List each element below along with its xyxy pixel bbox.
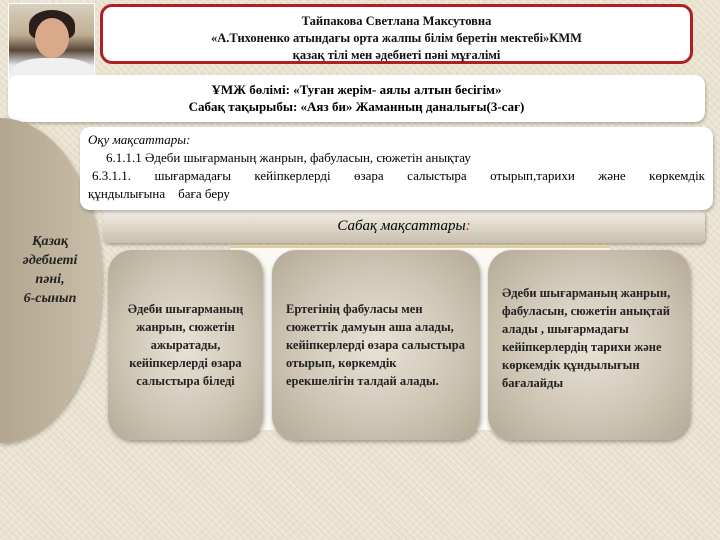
subject-line: әдебиеті (22, 253, 78, 268)
learning-goal-cont: құндылығына баға беру (88, 186, 230, 201)
learning-goals-box (80, 127, 713, 210)
goal-card (272, 250, 480, 440)
goal-card-text: Әдеби шығарманың жанрын, сюжетін ажыратады, кейіпкерлерді өзара салыстыра біледі (127, 302, 244, 388)
subject-line: Қазақ (31, 234, 69, 249)
teacher-photo (8, 3, 95, 82)
lesson-goals-title: Сабақ мақсаттары (337, 218, 466, 234)
lesson-goals-header (103, 210, 705, 243)
subject-line: пәні, (35, 272, 65, 287)
lesson-title: Сабақ тақырыбы: «Аяз би» Жаманның даналығы(3-сағ) (188, 99, 525, 114)
topic-box (8, 75, 705, 122)
learning-goal: 6.1.1.1 Әдеби шығарманың жанрын, фабуласын, сюжетін анықтау (106, 150, 471, 165)
goal-card (108, 250, 263, 440)
author-position: қазақ тілі мен әдебиеті пәні мұғалімі (292, 48, 501, 62)
learning-goals-title: Оқу мақсаттары: (88, 132, 191, 147)
learning-goal: 6.3.1.1. шығармадағы кейіпкерлерді өзара салыстыра отырып,тарихи және көркемдік (92, 168, 705, 183)
section-title: ҰМЖ бөлімі: «Туған жерім- аялы алтын бесігім» (211, 82, 502, 97)
lesson-goals-colon: : (465, 218, 471, 234)
goal-card-text: Әдеби шығарманың жанрын, фабуласын, сюжетін анықтай алады , шығармадағы кейіпкерлердің тарихи және көркемдік құндылығын бағалайды (502, 286, 671, 390)
author-name: Тайпакова Светлана Максутовна (301, 14, 492, 28)
subject-label (0, 232, 100, 308)
subject-grade: 6-сынып (23, 291, 77, 306)
goal-card (488, 250, 690, 440)
author-box (100, 4, 693, 64)
goal-card-text: Ертегінің фабуласы мен сюжеттік дамуын аша алады, кейіпкерлерді өзара салыстыра отырып, көркемдік ерекшелігін талдай алады. (286, 302, 465, 388)
author-school: «А.Тихоненко атындағы орта жалпы білім беретін мектебі»КММ (211, 31, 582, 45)
